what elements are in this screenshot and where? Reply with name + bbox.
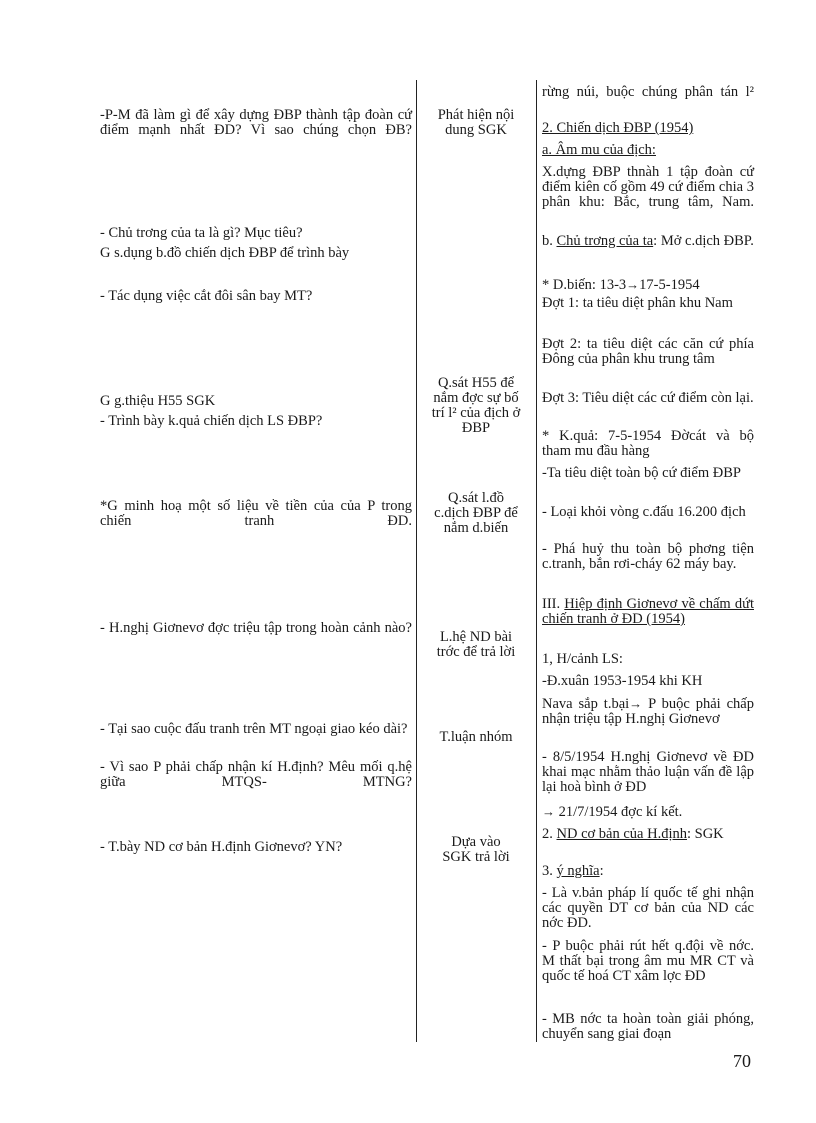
r21-rest: : — [599, 863, 604, 879]
content-r23: - P buộc phải rút hết q.đội về nớc. M thất bại trong âm mu MR CT và quốc tế hoá CT xâm lợc ĐD — [542, 938, 754, 984]
content-r8: Đợt 2: ta tiêu diệt các căn cứ phía Đông của phân khu trung tâm — [542, 336, 754, 367]
content-r1: rừng núi, buộc chúng phân tán l² — [542, 84, 754, 100]
divider-right — [536, 80, 537, 1042]
heading-y-nghia: ý nghĩa — [556, 863, 600, 879]
content-r5 — [542, 234, 754, 249]
content-r7: Đợt 1: ta tiêu diệt phân khu Nam — [542, 295, 733, 311]
content-r13: - Phá huỷ thu toàn bộ phơng tiện c.tranh, bắn rơi-cháy 62 máy bay. — [542, 541, 754, 572]
content-r12: - Loại khỏi vòng c.đấu 16.200 địch — [542, 504, 746, 520]
r5-rest: : Mở c.dịch ĐBP. — [653, 233, 754, 249]
content-r3 — [542, 143, 754, 158]
question-2a: - Chủ trơng của ta là gì? Mục tiêu? — [100, 225, 303, 241]
content-r11: -Ta tiêu diệt toàn bộ cứ điểm ĐBP — [542, 465, 741, 481]
content-r20 — [542, 827, 754, 842]
activity-1: Phát hiện nội dung SGK — [437, 107, 515, 138]
question-2b: G s.dụng b.đồ chiến dịch ĐBP để trình bày — [100, 245, 350, 261]
content-r15: 1, H/cảnh LS: — [542, 651, 623, 667]
r17-end: P buộc phải chấp nhận triệu tập H.nghị Giơnevơ — [542, 696, 754, 727]
r17-start: Nava sắp t.bại — [542, 696, 630, 712]
heading-am-mu: a. Âm mu của địch: — [542, 142, 656, 158]
arrow-right-icon: → — [629, 696, 643, 711]
question-6: - H.nghị Giơnevơ đợc triệu tập trong hoàn cảnh nào? — [100, 620, 412, 636]
question-8: - T.bày ND cơ bản H.định Giơnevơ? YN? — [100, 839, 343, 855]
heading-chien-dich: 2. Chiến dịch ĐBP (1954) — [542, 120, 694, 136]
heading-noi-dung: ND cơ bản của H.định — [556, 826, 687, 842]
content-r4: X.dựng ĐBP thnàh 1 tập đoàn cứ điểm kiên cố gồm 49 cứ điểm chia 3 phân khu: Bắc, trung tâm, Nam. — [542, 164, 754, 210]
content-r22: - Là v.bản pháp lí quốc tế ghi nhận các quyền DT cơ bản của ND các nớc ĐD. — [542, 885, 754, 931]
r20-rest: : SGK — [686, 826, 724, 842]
arrow-right-icon: → — [626, 277, 640, 292]
activity-5: T.luận nhóm — [439, 729, 513, 745]
question-1: -P-M đã làm gì để xây dựng ĐBP thành tập đoàn cứ điểm mạnh nhất ĐD? Vì sao chúng chọn ĐB? — [100, 107, 412, 138]
heading-chu-truong: Chủ trơng của ta — [556, 233, 654, 249]
r19-text: 21/7/1954 đợc kí kết. — [558, 804, 683, 820]
r6-start: * D.biến: 13-3 — [542, 277, 627, 293]
content-r16: -Đ.xuân 1953-1954 khi KH — [542, 673, 703, 689]
activity-6: Dựa vào SGK trả lời — [442, 834, 510, 865]
content-r10: * K.quả: 7-5-1954 Đờcát và bộ tham mu đầu hàng — [542, 428, 754, 459]
r14-prefix: III. — [542, 596, 561, 612]
content-r18: - 8/5/1954 H.nghị Giơnevơ về ĐD khai mạc nhằm thảo luận vấn đề lập lại hoà bình ở ĐD — [542, 749, 754, 795]
content-r14 — [542, 597, 754, 627]
question-7a: - Tại sao cuộc đấu tranh trên MT ngoại giao kéo dài? — [100, 721, 408, 737]
question-5: *G minh hoạ một số liệu về tiền của của P trong chiến tranh ĐD. — [100, 498, 412, 529]
content-r2 — [542, 121, 754, 136]
content-r21 — [542, 864, 754, 879]
page-number: 70 — [733, 1051, 751, 1071]
question-4b: - Trình bày k.quả chiến dịch LS ĐBP? — [100, 413, 323, 429]
activity-4: L.hệ ND bài trớc để trả lời — [436, 629, 516, 660]
content-r19 — [542, 804, 754, 820]
heading-hiep-dinh: Hiệp định Giơnevơ về chấm dứt chiến tranh ở ĐD (1954) — [542, 596, 754, 627]
content-r6 — [542, 277, 754, 293]
question-4a: G g.thiệu H55 SGK — [100, 393, 216, 409]
content-r17 — [542, 696, 754, 727]
arrow-right-icon: → — [542, 804, 555, 819]
r6-end: 17-5-1954 — [639, 277, 700, 293]
r20-prefix: 2. — [542, 826, 553, 842]
activity-2: Q.sát H55 để nắm đợc sự bố trí l² của địch ở ĐBP — [431, 375, 521, 436]
content-r9: Đợt 3: Tiêu diệt các cứ điểm còn lại. — [542, 390, 754, 406]
content-r24: - MB nớc ta hoàn toàn giải phóng, chuyển sang giai đoạn — [542, 1011, 754, 1042]
question-7b: - Vì sao P phải chấp nhận kí H.định? Mêu mối q.hệ giữa MTQS- MTNG? — [100, 759, 412, 790]
question-3: - Tác dụng việc cắt đôi sân bay MT? — [100, 288, 313, 304]
activity-3: Q.sát l.đồ c.dịch ĐBP để nắm d.biến — [434, 490, 518, 536]
r5-prefix: b. — [542, 233, 553, 249]
r21-prefix: 3. — [542, 863, 553, 879]
divider-left — [416, 80, 417, 1042]
